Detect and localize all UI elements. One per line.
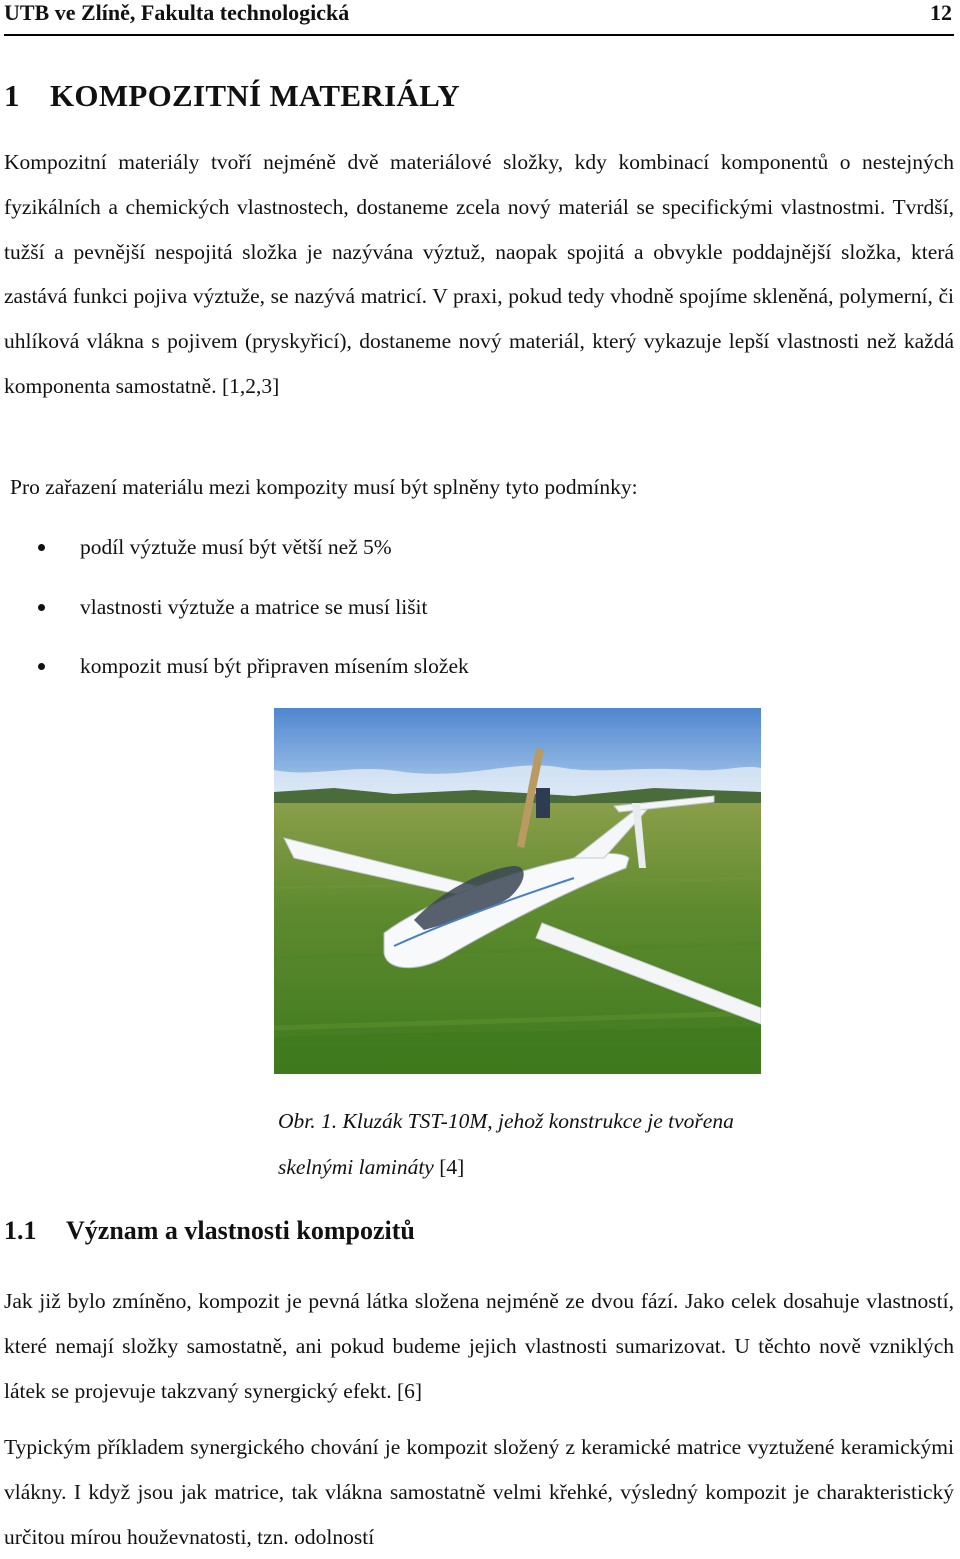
section-heading [4,1216,415,1246]
list-item: podíl výztuže musí být větší než 5% [0,530,469,590]
bullet-icon [38,544,45,551]
list-item: vlastnosti výztuže a matrice se musí lišit [0,590,469,650]
caption-reference: [4] [439,1155,465,1179]
chapter-heading [4,78,460,114]
page-header [4,0,954,36]
chapter-title: KOMPOZITNÍ MATERIÁLY [50,78,460,113]
list-item: kompozit musí být připraven mísením složek [0,649,469,709]
conditions-intro: Pro zařazení materiálu mezi kompozity musí být splněny tyto podmínky: [10,475,638,499]
glider-photo [274,708,761,1074]
header-title: UTB ve Zlíně, Fakulta technologická [4,0,350,25]
section-paragraph-2: Typickým příkladem synergického chování je kompozit složený z keramické matrice vyztužené keramickými vlákny. I když jsou jak matrice, tak vlákna samostatně velmi křehké, výsledný kompozit je charakteristický určitou mírou houževnatosti, tzn. odolností [4,1435,954,1549]
bullet-icon [38,604,45,611]
figure-caption [278,1098,778,1190]
chapter-number: 1 [4,78,20,113]
conditions-list [0,530,469,709]
chapter-paragraph: Kompozitní materiály tvoří nejméně dvě materiálové složky, kdy kombinací komponentů o nestejných fyzikálních a chemických vlastnostech, dostaneme zcela nový materiál se specifickými vlastnostmi. Tvrdší, tužší a pevnější nespojitá složka je nazývána výztuž, naopak spojitá a obvykle poddajnější složka, která zastává funkci pojiva výztuže, se nazývá matricí. V praxi, pokud tedy vhodně spojíme skleněná, polymerní, či uhlíková vlákna s pojivem (pryskyřicí), dostaneme nový materiál, který vykazuje lepší vlastnosti než každá komponenta samostatně. [1,2,3] [4,150,954,398]
bullet-icon [38,663,45,670]
caption-text: Obr. 1. Kluzák TST-10M, jehož konstrukce je tvořena skelnými lamináty [278,1109,734,1179]
section-title: Význam a vlastnosti kompozitů [66,1216,415,1245]
section-number: 1.1 [4,1216,37,1245]
section-paragraph-1: Jak již bylo zmíněno, kompozit je pevná látka složena nejméně ze dvou fází. Jako celek dosahuje vlastností, které nemají složky samostatně, ani pokud budeme jejich vlastnosti sumarizovat. U těchto nově vzniklých látek se projevuje takzvaný synergický efekt. [6] [4,1289,954,1403]
page-number: 12 [930,0,952,25]
